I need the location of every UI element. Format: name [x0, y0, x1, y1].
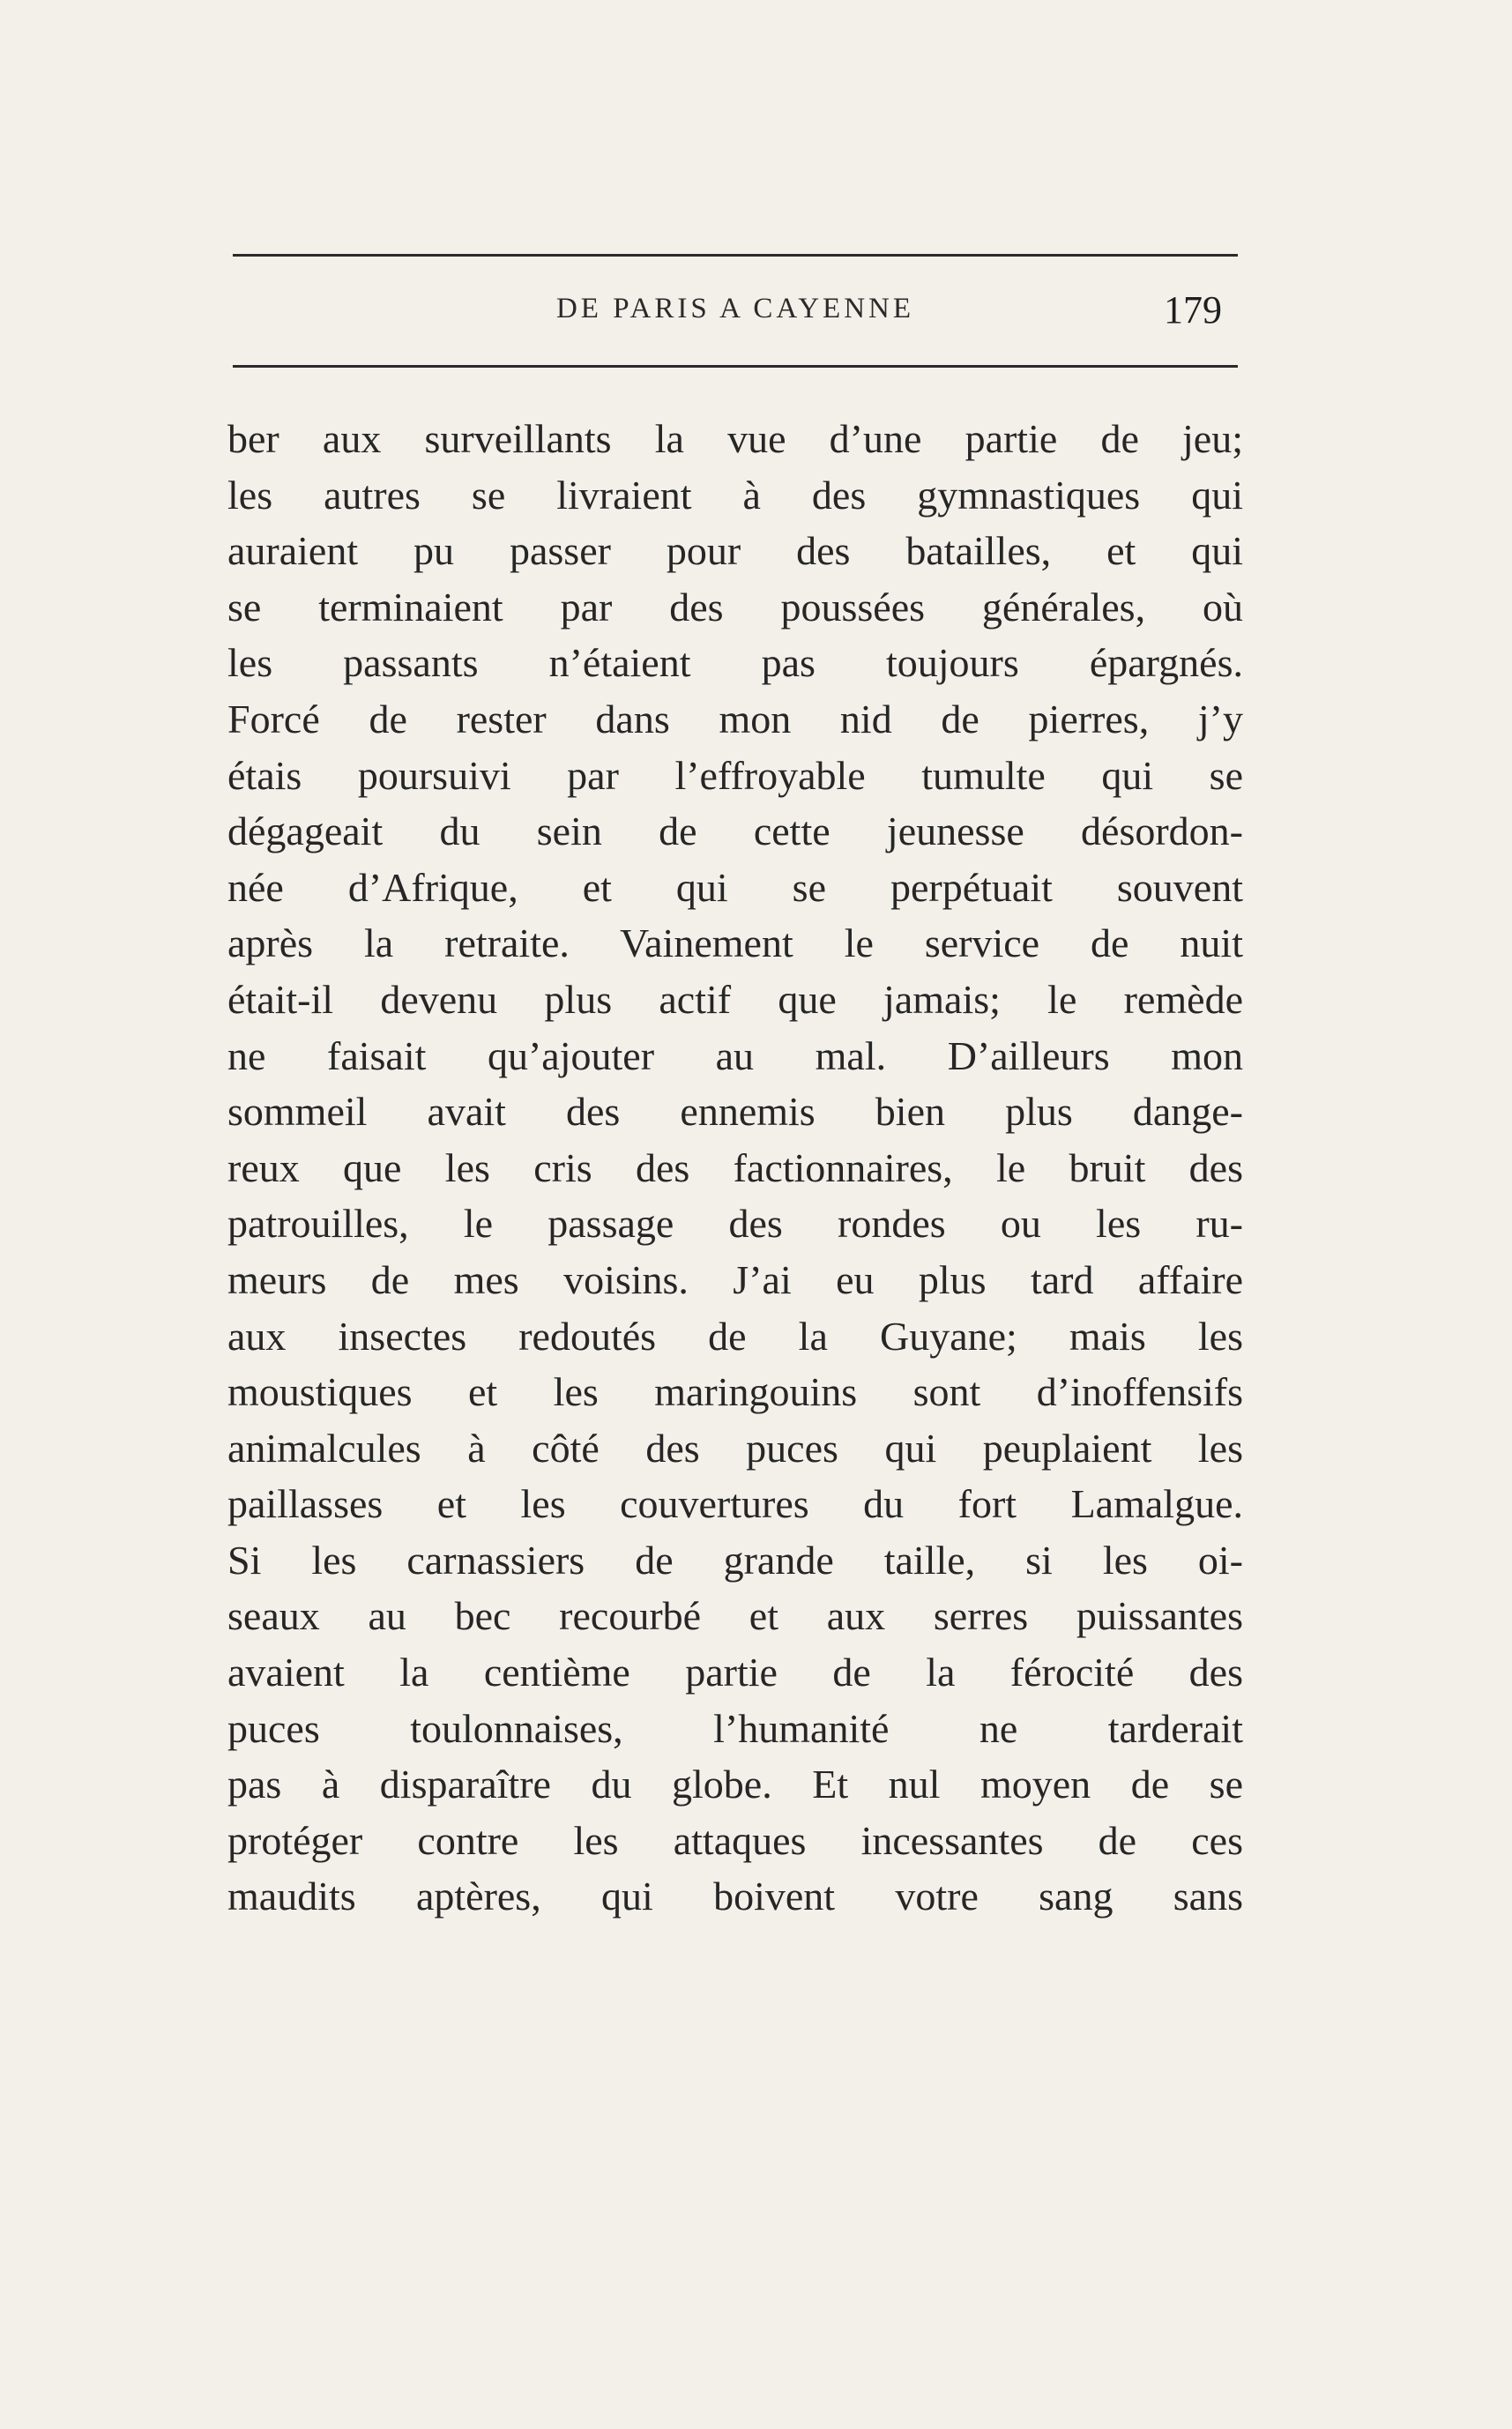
text-line: se terminaient par des poussées générales, où	[227, 584, 1243, 630]
text-line: puces toulonnaises, l’humanité ne tarderait	[227, 1705, 1243, 1751]
text-line: meurs de mes voisins. J’ai eu plus tard affaire	[227, 1256, 1243, 1302]
text-line: sommeil avait des ennemis bien plus dange-	[227, 1089, 1243, 1135]
text-line: née d’Afrique, et qui se perpétuait souvent	[227, 864, 1243, 910]
text-line: auraient pu passer pour des batailles, et qui	[227, 528, 1243, 574]
body-text	[227, 411, 1243, 1925]
text-line: dégageait du sein de cette jeunesse désordon-	[227, 808, 1243, 854]
text-line: était-il devenu plus actif que jamais; le remède	[227, 976, 1243, 1022]
text-line: les autres se livraient à des gymnastiques qui	[227, 472, 1243, 518]
running-title: DE PARIS A CAYENNE	[555, 293, 915, 324]
text-line: ber aux surveillants la vue d’une partie de jeu;	[227, 416, 1243, 461]
text-line: aux insectes redoutés de la Guyane; mais les	[227, 1313, 1243, 1359]
text-line: avaient la centième partie de la férocité des	[227, 1650, 1243, 1695]
text-line: animalcules à côté des puces qui peuplaient les	[227, 1425, 1243, 1471]
text-line: pas à disparaître du globe. Et nul moyen de se	[227, 1762, 1243, 1807]
text-line: Si les carnassiers de grande taille, si les oi-	[227, 1537, 1243, 1583]
text-line: paillasses et les couvertures du fort Lamalgue.	[227, 1481, 1243, 1527]
text-line: après la retraite. Vainement le service de nuit	[227, 920, 1243, 966]
text-line: patrouilles, le passage des rondes ou les ru-	[227, 1201, 1243, 1247]
text-line: Forcé de rester dans mon nid de pierres, j’y	[227, 696, 1243, 741]
text-line: seaux au bec recourbé et aux serres puissantes	[227, 1593, 1243, 1639]
page-number: 179	[1164, 288, 1222, 332]
text-line: ne faisait qu’ajouter au mal. D’ailleurs mon	[227, 1032, 1243, 1078]
text-line: étais poursuivi par l’effroyable tumulte qui se	[227, 752, 1243, 798]
text-line: reux que les cris des factionnaires, le bruit des	[227, 1144, 1243, 1190]
text-line: protéger contre les attaques incessantes de ces	[227, 1817, 1243, 1863]
header-bottom-rule	[233, 365, 1238, 368]
running-head	[233, 287, 1238, 340]
text-line: les passants n’étaient pas toujours épargnés.	[227, 640, 1243, 686]
text-line: moustiques et les maringouins sont d’inoffensifs	[227, 1369, 1243, 1415]
header-top-rule	[233, 254, 1238, 257]
text-line: maudits aptères, qui boivent votre sang sans	[227, 1874, 1243, 1919]
